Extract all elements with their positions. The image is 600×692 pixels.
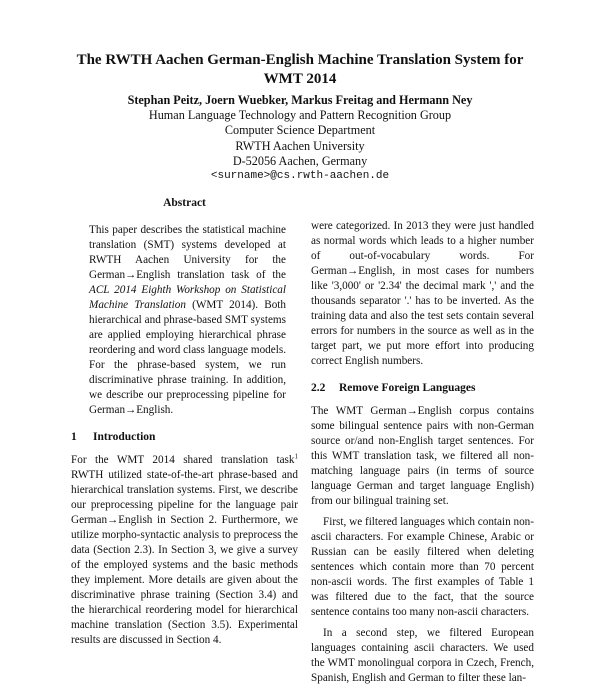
- left-column: [71, 196, 298, 654]
- right-column: [311, 219, 534, 692]
- section-number: 2.2: [311, 382, 326, 394]
- section-number: 1: [71, 431, 77, 443]
- author-names: Stephan Peitz, Joern Wuebker, Markus Freitag and Hermann Ney: [127, 93, 473, 107]
- abstract-body: [71, 223, 298, 418]
- footnote-marker: 1: [294, 452, 298, 461]
- section-paragraph: First, we filtered languages which contain non-ascii characters. For example Chinese, Arabic or Russian can be easily filtered when deleting sentences which contain more than 70 percent non-ascii words. The first examples of Table 1 was filtered due to the fact, that the source sentence contains too many non-ascii characters.: [311, 516, 534, 618]
- section-heading-introduction: [71, 430, 298, 445]
- section-paragraph: The WMT German→English corpus contains some bilingual sentence pairs with non-German source or/and non-English target sentences. For this WMT translation task, we filtered all non-matching language pairs (in terms of source language German and target language English) from our bilingual training set.: [311, 405, 534, 507]
- section-title: Introduction: [93, 431, 156, 443]
- section-paragraph: In a second step, we filtered European languages containing ascii characters. We used the WMT monolingual corpora in Czech, French, Spanish, English and German to filter these lan-: [311, 627, 534, 684]
- section-title: Remove Foreign Languages: [339, 382, 476, 394]
- intro-text-2: RWTH utilized state-of-the-art phrase-based and hierarchical translation systems. First, we describe our preprocessing pipeline for the language pair German→English in Section 2. Furthermore, we utilize morpho-syntactic analysis to preprocess the data (Section 2.3). In Section 3, we give a survey of the employed systems and the basic methods they implement. More details are given about the discriminative phrase training (Section 3.4) and the hierarchical reordering model for hierarchical machine translation (Section 3.5). Experimental results are discussed in Section 4.: [71, 469, 298, 646]
- introduction-paragraph: [71, 453, 298, 648]
- paper-title: The RWTH Aachen German-English Machine Translation System for WMT 2014: [76, 52, 524, 87]
- affiliation-line: RWTH Aachen University: [235, 138, 365, 153]
- abstract-text-2: (WMT 2014). Both hierarchical and phrase-based SMT systems are applied employing hierarchical phrase reordering and word class language models. For the phrase-based system, we run discriminative phrase training. In addition, we describe our preprocessing pipeline for German→English.: [89, 299, 286, 416]
- author-block: [40, 93, 560, 184]
- abstract-text-1: This paper describes the statistical machine translation (SMT) systems developed at RWTH Aachen University for the German→English translation task of the: [89, 224, 286, 281]
- abstract-heading: Abstract: [163, 197, 206, 209]
- continuation-paragraph: were categorized. In 2013 they were just handled as normal words which leads to a higher number of out-of-vocabulary words. For German→English, in most cases for numbers like '3,000' or '2.34' the decimal mark ',' and the thousands separator '.' has to be inverted. As the training data and also the test sets contain several errors for numbers in the source as well as in the target part, we put more effort into producing correct English numbers.: [311, 220, 534, 367]
- affiliation-line: Human Language Technology and Pattern Recognition Group: [148, 108, 452, 123]
- intro-text-1: For the WMT 2014 shared translation task: [71, 454, 295, 466]
- section-heading-remove-foreign-languages: [311, 381, 534, 396]
- affiliation-line: D-52056 Aachen, Germany: [232, 153, 368, 168]
- affiliation-line: Computer Science Department: [224, 123, 376, 138]
- author-email: <surname>@cs.rwth-aachen.de: [210, 170, 390, 183]
- abstract-venue: ACL 2014 Eighth Workshop on Statistical Machine Translation: [89, 284, 286, 311]
